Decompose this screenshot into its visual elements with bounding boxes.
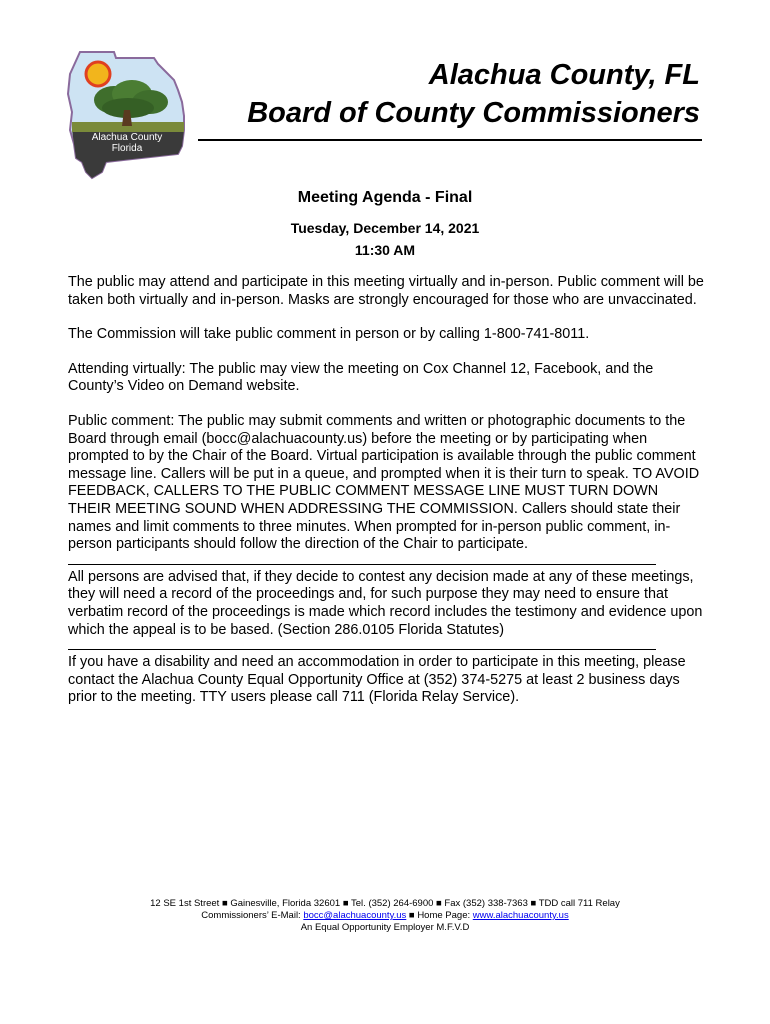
footer-email-link[interactable]: bocc@alachuacounty.us	[303, 910, 407, 921]
footer-email-label: Commissioners’ E-Mail:	[201, 910, 304, 921]
footer-homepage-link[interactable]: www.alachuacounty.us	[472, 910, 569, 921]
title-divider	[198, 139, 702, 141]
agenda-time: 11:30 AM	[354, 242, 416, 258]
paragraph-attending-virtually: Attending virtually: The public may view the meeting on Cox Channel 12, Facebook, and the County’s Video on Demand website.	[68, 360, 654, 395]
alachua-county-logo	[66, 50, 188, 180]
paragraph-appeal-notice: All persons are advised that, if they decide to contest any decision made at any of these meetings, they will need a record of the proceedings and, for such purpose they may need to ensure that verbatim record of the proceedings is made which record includes the testimony and evidence upon which the appeal is to be based. (Section 286.0105 Florida Statutes)	[68, 568, 703, 638]
paragraph-phone-comment: The Commission will take public comment in person or by calling 1-800-741-8011.	[68, 326, 590, 343]
agenda-body	[68, 274, 704, 707]
footer-address-line: 12 SE 1st Street ■ Gainesville, Florida 32601 ■ Tel. (352) 264-6900 ■ Fax (352) 338-7363 ■ TDD call 711 Relay	[150, 898, 620, 909]
section-divider	[68, 564, 656, 565]
logo-caption	[66, 132, 188, 154]
paragraph-accommodation: If you have a disability and need an accommodation in order to participate in this meeting, please contact the Alachua County Equal Opportunity Office at (352) 374-5275 at least 2 business days prior to the meeting. TTY users please call 711 (Florida Relay Service).	[68, 654, 686, 706]
footer-contact-line	[0, 910, 770, 922]
title-line-board: Board of County Commissioners	[247, 97, 700, 129]
paragraph-public-comment: Public comment: The public may submit comments and written or photographic documents to the Board through email (bocc@alachuacounty.us) before the meeting or by participating when prompted to by the Chair of the Board. Virtual participation is available through the public comment message line. Callers will be put in a queue, and prompted when it is their turn to speak. TO AVOID FEEDBACK, CALLERS TO THE PUBLIC COMMENT MESSAGE LINE MUST TURN DOWN THEIR MEETING SOUND WHEN ADDRESSING THE COMMISSION. Callers should state their names and limit comments to three minutes. When prompted for in-person public comment, in-person participants should follow the direction of the Chair to participate.	[68, 412, 700, 553]
paragraph-attendance: The public may attend and participate in this meeting virtually and in-person. Public comment will be taken both virtually and in-person. Masks are strongly encouraged for those who are unvaccinated.	[68, 274, 704, 308]
title-line-county: Alachua County, FL	[428, 59, 700, 91]
section-divider	[68, 649, 656, 650]
alachua-county-seal-icon	[66, 50, 188, 180]
page-title	[247, 56, 700, 132]
page-footer	[0, 898, 770, 934]
agenda-date: Tuesday, December 14, 2021	[290, 220, 480, 236]
footer-eeo-line: An Equal Opportunity Employer M.F.V.D	[300, 922, 470, 933]
logo-caption-line1: Alachua County	[91, 132, 163, 143]
logo-caption-line2: Florida	[111, 143, 143, 154]
footer-homepage-label: ■ Home Page:	[406, 910, 473, 921]
agenda-title: Meeting Agenda - Final	[297, 189, 473, 206]
